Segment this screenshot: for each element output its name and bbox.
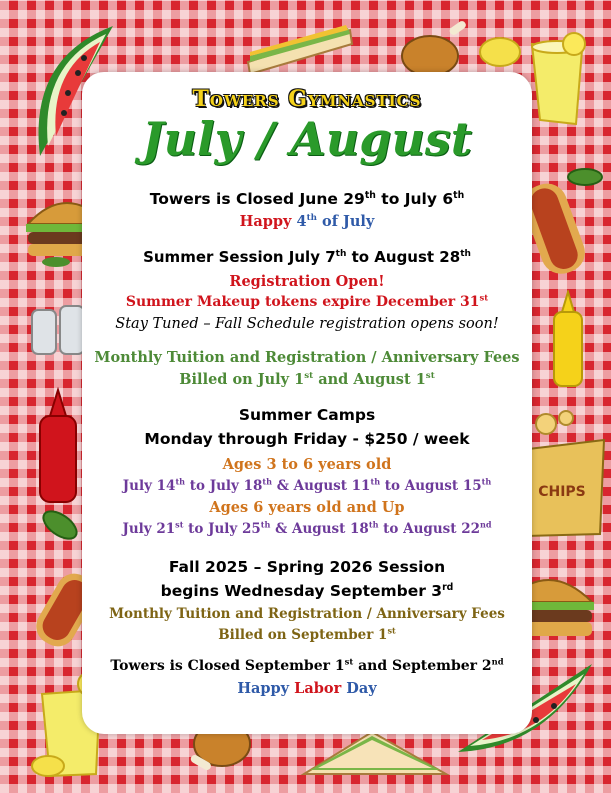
fall-tuition-billing: Billed on September 1st	[218, 625, 396, 643]
fall-session-start: begins Wednesday September 3rd	[160, 581, 454, 600]
camp-dates-1: July 14th to July 18th & August 11th to August 15th	[122, 476, 492, 494]
fall-session-heading: Fall 2025 – Spring 2026 Session	[168, 558, 446, 576]
tuition-fees: Monthly Tuition and Registration / Anniversary Fees	[94, 349, 520, 366]
closure-notice: Towers is Closed June 29th to July 6th	[149, 189, 465, 208]
camp-dates-2: July 21st to July 25th & August 18th to August 22nd	[122, 519, 492, 537]
pickle-left-icon	[38, 506, 82, 544]
closure-september: Towers is Closed September 1st and September 2nd	[110, 656, 504, 674]
camp-age-group-1: Ages 3 to 6 years old	[222, 456, 392, 473]
sandwich-top-icon	[240, 22, 360, 77]
holiday-labor-day: Happy Labor Day	[237, 680, 377, 697]
ketchup-bottle-icon	[32, 386, 84, 504]
makeup-tokens: Summer Makeup tokens expire December 31st	[125, 292, 489, 310]
registration-open: Registration Open!	[229, 273, 385, 290]
chips-label: CHIPS	[538, 484, 586, 500]
camps-schedule: Monday through Friday - $250 / week	[144, 430, 470, 448]
tuition-billing: Billed on July 1st and August 1st	[179, 371, 435, 388]
holiday-july-4: Happy 4th of July	[239, 213, 375, 230]
page-title: July / August	[141, 112, 473, 166]
stay-tuned: Stay Tuned – Fall Schedule registration opens soon!	[115, 316, 499, 332]
camp-age-group-2: Ages 6 years old and Up	[209, 499, 405, 516]
brand-title: Towers Gymnastics	[192, 86, 422, 112]
fall-tuition-fees: Monthly Tuition and Registration / Anniversary Fees	[109, 606, 505, 622]
summer-session: Summer Session July 7th to August 28th	[143, 248, 471, 266]
mustard-bottle-icon	[548, 290, 588, 388]
salt-pepper-icon	[28, 296, 90, 360]
camps-heading: Summer Camps	[238, 406, 376, 424]
